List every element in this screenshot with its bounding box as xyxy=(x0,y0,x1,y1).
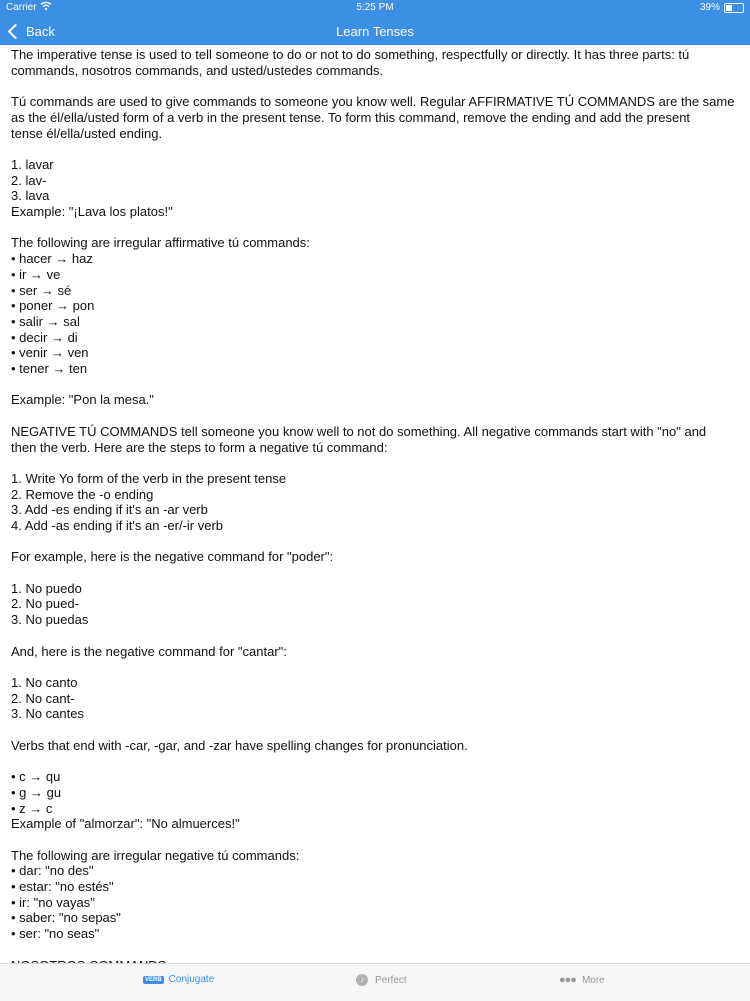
content-line xyxy=(11,565,741,581)
content-line: Example of "almorzar": "No almuerces!" xyxy=(11,816,240,832)
content-line: • poner → pon xyxy=(11,298,95,314)
content-line: • estar: "no estés" xyxy=(11,879,114,895)
content-line: 3. No puedas xyxy=(11,612,89,628)
content-line: • tener → ten xyxy=(11,361,88,377)
content-line: 2. No pued- xyxy=(11,596,79,612)
battery-percent: 39% xyxy=(699,2,720,13)
content-line xyxy=(11,408,741,424)
content-line: • venir → ven xyxy=(11,345,89,361)
status-bar xyxy=(0,0,750,16)
verb-icon: VERB xyxy=(145,976,162,983)
content-line: 1. No canto xyxy=(11,674,78,690)
content-line: The following are irregular affirmative tú commands: xyxy=(11,235,310,251)
content-line xyxy=(11,377,741,393)
content-line: Verbs that end with -car, -gar, and -zar have spelling changes for pronunciation. xyxy=(11,737,468,753)
more-dots-icon: ●●● xyxy=(559,974,576,986)
content-line: • dar: "no des" xyxy=(11,863,94,879)
navigation-bar xyxy=(0,17,750,45)
content-line xyxy=(11,220,741,236)
content-line: 3. lava xyxy=(11,188,50,204)
content-line xyxy=(11,942,741,958)
content-line: For example, here is the negative command for "poder": xyxy=(11,549,334,565)
content-line xyxy=(11,628,741,644)
content-line: NEGATIVE TÚ COMMANDS tell someone you know well to not do something. All negative commands start with "no" and xyxy=(11,423,707,439)
content-line: 4. Add -as ending if it's an -er/-ir verb xyxy=(11,518,224,533)
lesson-content[interactable] xyxy=(11,47,741,962)
content-line: 3. Add -es ending if it's an -ar verb xyxy=(11,502,208,518)
perfect-icon: ♪ xyxy=(356,974,368,986)
content-line: • salir → sal xyxy=(11,313,80,329)
content-line xyxy=(11,722,741,738)
back-label: Back xyxy=(26,23,55,39)
tab-more[interactable] xyxy=(559,974,605,986)
content-line: as the él/ella/usted form of a verb in the present tense. To form this command, remove the ending and add the present xyxy=(11,109,691,125)
page-title: Learn Tenses xyxy=(336,24,414,39)
content-line: • ser: "no seas" xyxy=(11,926,100,942)
content-line: • g → gu xyxy=(11,784,62,800)
content-line xyxy=(11,659,741,675)
content-line: commands, nosotros commands, and usted/ustedes commands. xyxy=(11,62,384,78)
content-line: • ir: "no vayas" xyxy=(11,894,95,910)
content-line: • ir → ve xyxy=(11,266,61,282)
content-line xyxy=(11,141,741,157)
content-line: The following are irregular negative tú commands: xyxy=(11,847,300,863)
carrier-label: Carrier xyxy=(6,2,37,13)
content-line xyxy=(11,753,741,769)
content-line: 1. lavar xyxy=(11,156,54,172)
tab-bar xyxy=(0,963,750,1001)
content-line xyxy=(11,534,741,550)
tab-more-label: More xyxy=(581,974,605,986)
content-line xyxy=(11,832,741,848)
content-line: 2. No cant- xyxy=(11,690,75,706)
content-line: Example: "Pon la mesa." xyxy=(11,392,154,408)
content-line: 2. lav- xyxy=(11,172,47,188)
top-bar xyxy=(0,0,750,45)
content-line: • c → qu xyxy=(11,769,61,785)
content-line: • z → c xyxy=(11,800,53,816)
content-line: 3. No cantes xyxy=(11,706,84,722)
content-line: 1. Write Yo form of the verb in the present tense xyxy=(11,470,287,486)
content-line xyxy=(11,455,741,471)
tab-conjugate-label: Conjugate xyxy=(168,974,215,985)
content-line: 1. No puedo xyxy=(11,580,82,596)
battery-icon xyxy=(724,3,744,13)
tab-conjugate[interactable] xyxy=(143,974,214,985)
content-line xyxy=(11,78,741,94)
tab-perfect[interactable] xyxy=(356,974,407,986)
content-line: The imperative tense is used to tell someone to do or not to do something, respectfully or directly. It has three parts: tú xyxy=(11,47,690,62)
content-line: • hacer → haz xyxy=(11,251,93,267)
content-line: • ser → sé xyxy=(11,282,72,298)
content-line: • saber: "no sepas" xyxy=(11,910,121,926)
content-line: then the verb. Here are the steps to form a negative tú command: xyxy=(11,439,388,455)
content-line: Tú commands are used to give commands to someone you know well. Regular AFFIRMATIVE TÚ COMMANDS are the same xyxy=(11,94,735,110)
content-line: • decir → di xyxy=(11,329,78,345)
content-line: 2. Remove the -o ending xyxy=(11,486,154,502)
content-line: And, here is the negative command for "cantar": xyxy=(11,643,287,659)
content-line: Example: "¡Lava los platos!" xyxy=(11,204,173,219)
status-time: 5:25 PM xyxy=(356,2,394,13)
tab-perfect-label: Perfect xyxy=(375,974,407,986)
content-line: tense él/ella/usted ending. xyxy=(11,125,163,141)
